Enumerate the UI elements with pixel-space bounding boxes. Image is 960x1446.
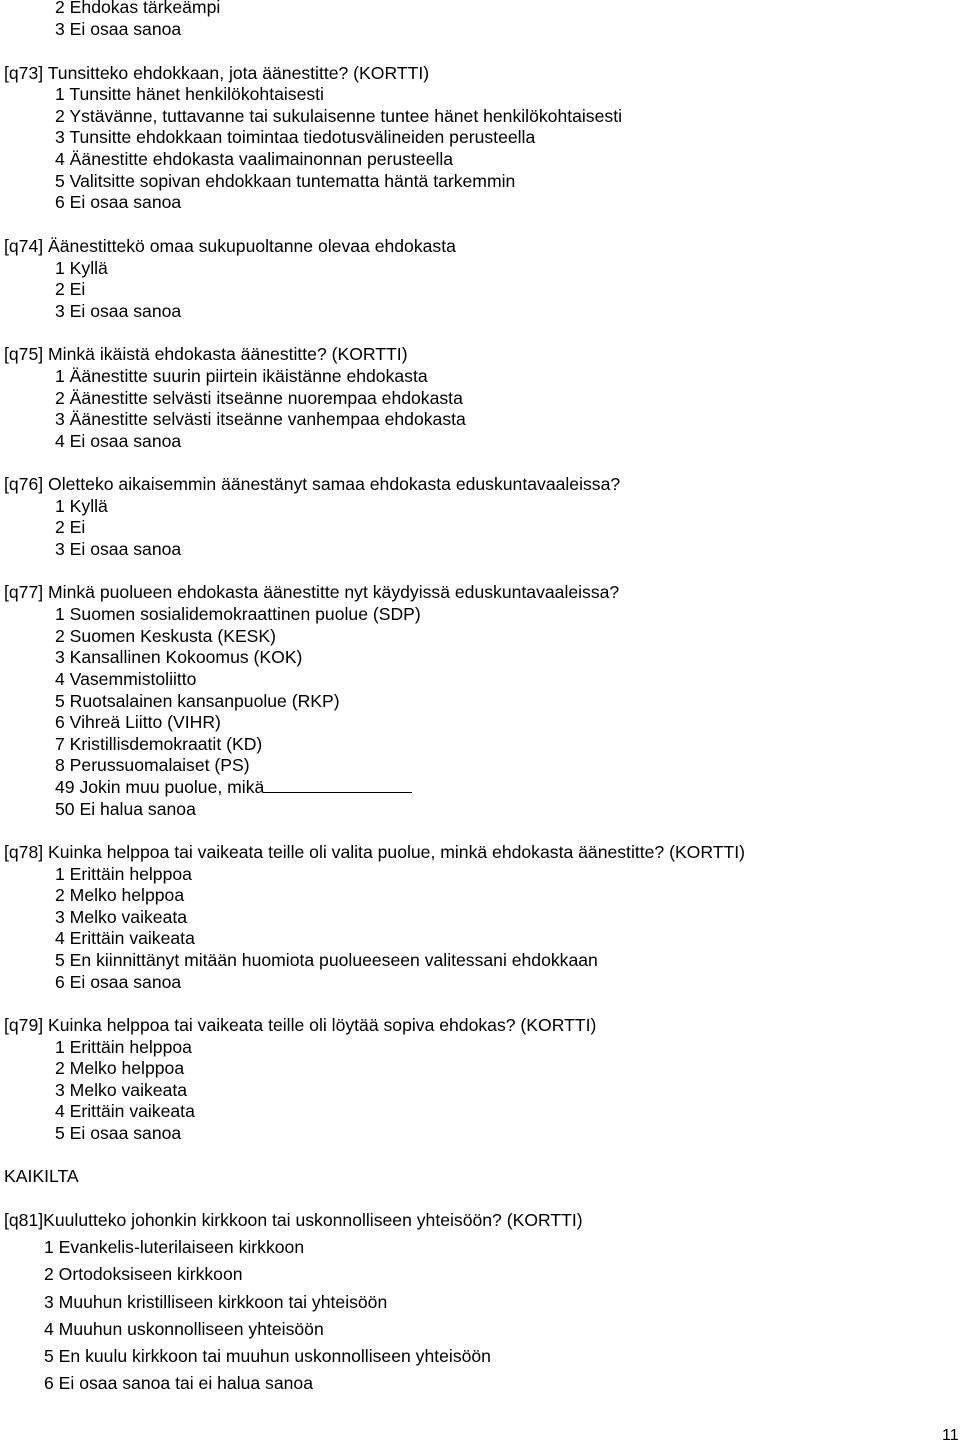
- list-item: 5 Ruotsalainen kansanpuolue (RKP): [55, 691, 340, 711]
- list-item: 1 Evankelis-luterilaiseen kirkkoon: [44, 1237, 305, 1257]
- list-item: 1 Äänestitte suurin piirtein ikäistänne ehdokasta: [55, 366, 428, 386]
- question-q79: [q79] Kuinka helppoa tai vaikeata teille oli löytää sopiva ehdokas? (KORTTI): [4, 1015, 597, 1035]
- list-item: 3 Ei osaa sanoa: [55, 301, 182, 321]
- list-item: 3 Ei osaa sanoa: [55, 19, 182, 39]
- list-item: 7 Kristillisdemokraatit (KD): [55, 734, 263, 754]
- list-item: 1 Tunsitte hänet henkilökohtaisesti: [55, 84, 324, 104]
- list-item: 2 Ei: [55, 279, 86, 299]
- list-item: 5 En kiinnittänyt mitään huomiota puolueeseen valitessani ehdokkaan: [55, 950, 598, 970]
- list-item: 3 Kansallinen Kokoomus (KOK): [55, 647, 303, 667]
- list-item: 2 Melko helppoa: [55, 885, 185, 905]
- list-item: 2 Ehdokas tärkeämpi: [55, 0, 221, 17]
- question-q75: [q75] Minkä ikäistä ehdokasta äänestitte? (KORTTI): [4, 344, 408, 364]
- list-item: 5 En kuulu kirkkoon tai muuhun uskonnolliseen yhteisöön: [44, 1346, 491, 1366]
- list-item-other: [55, 776, 412, 798]
- list-item: 3 Tunsitte ehdokkaan toimintaa tiedotusvälineiden perusteella: [55, 127, 536, 147]
- page-number: 11: [942, 1427, 959, 1444]
- question-q78: [q78] Kuinka helppoa tai vaikeata teille oli valita puolue, minkä ehdokasta äänestitte? (KORTTI): [4, 842, 745, 862]
- list-item: 6 Ei osaa sanoa tai ei halua sanoa: [44, 1373, 313, 1393]
- list-item: 5 Valitsitte sopivan ehdokkaan tuntematta häntä tarkemmin: [55, 171, 516, 191]
- list-item: 3 Ei osaa sanoa: [55, 539, 182, 559]
- section-heading: KAIKILTA: [4, 1166, 79, 1186]
- list-item: 4 Vasemmistoliitto: [55, 669, 197, 689]
- list-item: 2 Ystävänne, tuttavanne tai sukulaisenne tuntee hänet henkilökohtaisesti: [55, 106, 622, 126]
- list-item: 3 Melko vaikeata: [55, 907, 188, 927]
- question-q74: [q74] Äänestittekö omaa sukupuoltanne olevaa ehdokasta: [4, 236, 456, 256]
- list-item: 3 Äänestitte selvästi itseänne vanhempaa ehdokasta: [55, 409, 466, 429]
- question-q77: [q77] Minkä puolueen ehdokasta äänestitte nyt käydyissä eduskuntavaaleissa?: [4, 582, 620, 602]
- list-item: 4 Äänestitte ehdokasta vaalimainonnan perusteella: [55, 149, 454, 169]
- list-item: 6 Vihreä Liitto (VIHR): [55, 712, 221, 732]
- question-q76: [q76] Oletteko aikaisemmin äänestänyt samaa ehdokasta eduskuntavaaleissa?: [4, 474, 621, 494]
- list-item: 50 Ei halua sanoa: [55, 799, 196, 819]
- list-item: 6 Ei osaa sanoa: [55, 972, 182, 992]
- list-item: 1 Erittäin helppoa: [55, 864, 192, 884]
- list-item: 1 Kyllä: [55, 258, 108, 278]
- list-item: 6 Ei osaa sanoa: [55, 192, 182, 212]
- list-item: 2 Ortodoksiseen kirkkoon: [44, 1264, 243, 1284]
- list-item: 4 Muuhun uskonnolliseen yhteisöön: [44, 1319, 324, 1339]
- other-party-label: 49 Jokin muu puolue, mikä: [55, 777, 265, 797]
- list-item: 8 Perussuomalaiset (PS): [55, 755, 250, 775]
- fill-in-blank-line[interactable]: [264, 778, 412, 793]
- list-item: 4 Erittäin vaikeata: [55, 928, 195, 948]
- list-item: 4 Ei osaa sanoa: [55, 431, 182, 451]
- list-item: 2 Ei: [55, 517, 86, 537]
- question-q73: [q73] Tunsitteko ehdokkaan, jota äänestitte? (KORTTI): [4, 63, 430, 83]
- question-q81: [q81]Kuulutteko johonkin kirkkoon tai uskonnolliseen yhteisöön? (KORTTI): [4, 1210, 583, 1230]
- list-item: 1 Erittäin helppoa: [55, 1037, 192, 1057]
- list-item: 5 Ei osaa sanoa: [55, 1123, 182, 1143]
- list-item: 3 Muuhun kristilliseen kirkkoon tai yhteisöön: [44, 1292, 388, 1312]
- list-item: 4 Erittäin vaikeata: [55, 1101, 195, 1121]
- list-item: 2 Äänestitte selvästi itseänne nuorempaa ehdokasta: [55, 388, 463, 408]
- list-item: 1 Kyllä: [55, 496, 108, 516]
- list-item: 2 Suomen Keskusta (KESK): [55, 626, 277, 646]
- list-item: 2 Melko helppoa: [55, 1058, 185, 1078]
- list-item: 1 Suomen sosialidemokraattinen puolue (SDP): [55, 604, 421, 624]
- list-item: 3 Melko vaikeata: [55, 1080, 188, 1100]
